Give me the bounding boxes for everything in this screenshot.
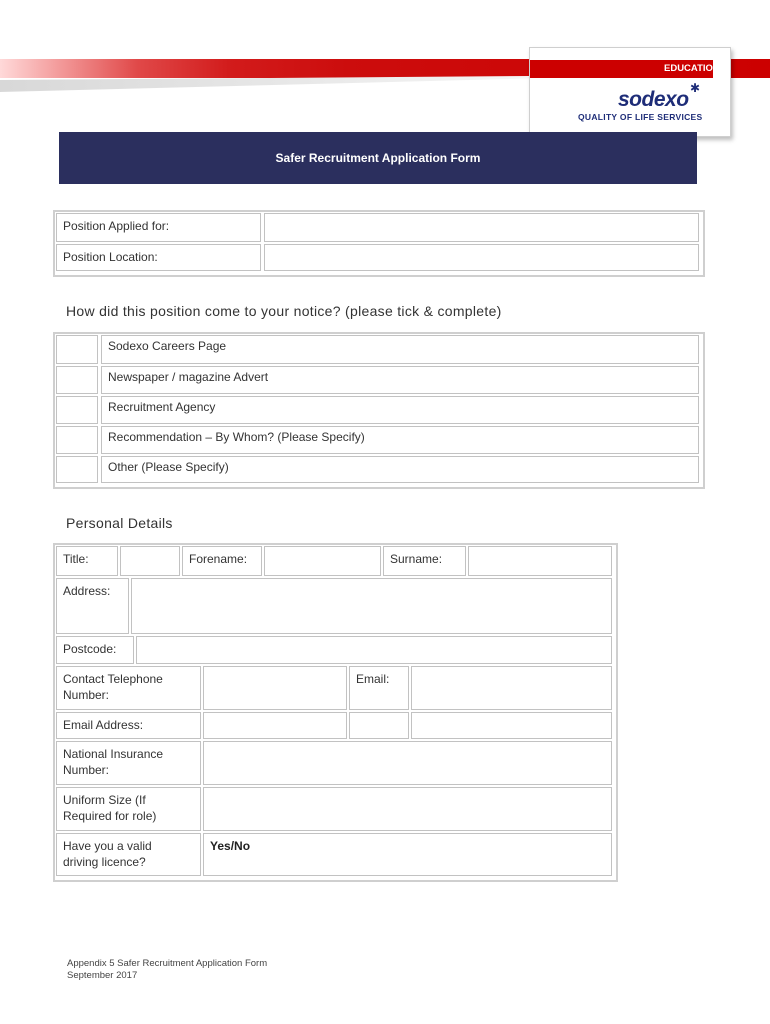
forename-label: Forename: <box>182 546 262 576</box>
title-field[interactable] <box>120 546 180 576</box>
address-field[interactable] <box>131 578 612 634</box>
position-location-label: Position Location: <box>56 244 261 271</box>
uniform-size-field[interactable] <box>203 787 612 831</box>
notice-heading: How did this position come to your notice? (please tick & complete) <box>66 303 502 319</box>
uniform-size-label: Uniform Size (If Required for role) <box>56 787 201 831</box>
telephone-field[interactable] <box>203 666 347 710</box>
title-label: Title: <box>56 546 118 576</box>
notice-option-other: Other (Please Specify) <box>101 456 699 483</box>
email-label: Email: <box>349 666 409 710</box>
ni-number-field[interactable] <box>203 741 612 785</box>
email-address-field-2[interactable] <box>349 712 409 739</box>
notice-checkbox-agency[interactable] <box>56 396 98 424</box>
header-grey-swoosh <box>0 76 530 92</box>
position-location-field[interactable] <box>264 244 699 271</box>
surname-field[interactable] <box>468 546 612 576</box>
notice-checkbox-recommendation[interactable] <box>56 426 98 454</box>
form-title-bar <box>59 132 697 184</box>
ni-number-label: National Insurance Number: <box>56 741 201 785</box>
notice-option-careers: Sodexo Careers Page <box>101 335 699 364</box>
notice-checkbox-careers[interactable] <box>56 335 98 364</box>
address-label: Address: <box>56 578 129 634</box>
postcode-label: Postcode: <box>56 636 134 664</box>
sodexo-logo-card <box>529 47 731 137</box>
email-address-field-3[interactable] <box>411 712 612 739</box>
notice-checkbox-newspaper[interactable] <box>56 366 98 394</box>
footer-document-name: Appendix 5 Safer Recruitment Application Form <box>67 958 268 969</box>
driving-licence-value[interactable]: Yes/No <box>203 833 612 876</box>
driving-licence-label: Have you a valid driving licence? <box>56 833 201 876</box>
telephone-label: Contact Telephone Number: <box>56 666 201 710</box>
form-title: Safer Recruitment Application Form <box>275 151 481 165</box>
forename-field[interactable] <box>264 546 381 576</box>
position-applied-label: Position Applied for: <box>56 213 261 242</box>
logo-tagline: QUALITY OF LIFE SERVICES <box>578 112 703 122</box>
star-icon: ✱ <box>690 81 701 95</box>
sodexo-logo: sodexo <box>618 88 689 111</box>
notice-option-recommendation: Recommendation – By Whom? (Please Specify) <box>101 426 699 454</box>
footer-date: September 2017 <box>67 970 138 981</box>
email-address-field[interactable] <box>203 712 347 739</box>
position-applied-field[interactable] <box>264 213 699 242</box>
page-footer <box>67 958 267 982</box>
postcode-field[interactable] <box>136 636 612 664</box>
notice-option-agency: Recruitment Agency <box>101 396 699 424</box>
email-address-label: Email Address: <box>56 712 201 739</box>
notice-option-newspaper: Newspaper / magazine Advert <box>101 366 699 394</box>
email-field[interactable] <box>411 666 612 710</box>
banner-label: EDUCATIO <box>664 63 713 74</box>
notice-checkbox-other[interactable] <box>56 456 98 483</box>
personal-details-heading: Personal Details <box>66 515 173 531</box>
surname-label: Surname: <box>383 546 466 576</box>
